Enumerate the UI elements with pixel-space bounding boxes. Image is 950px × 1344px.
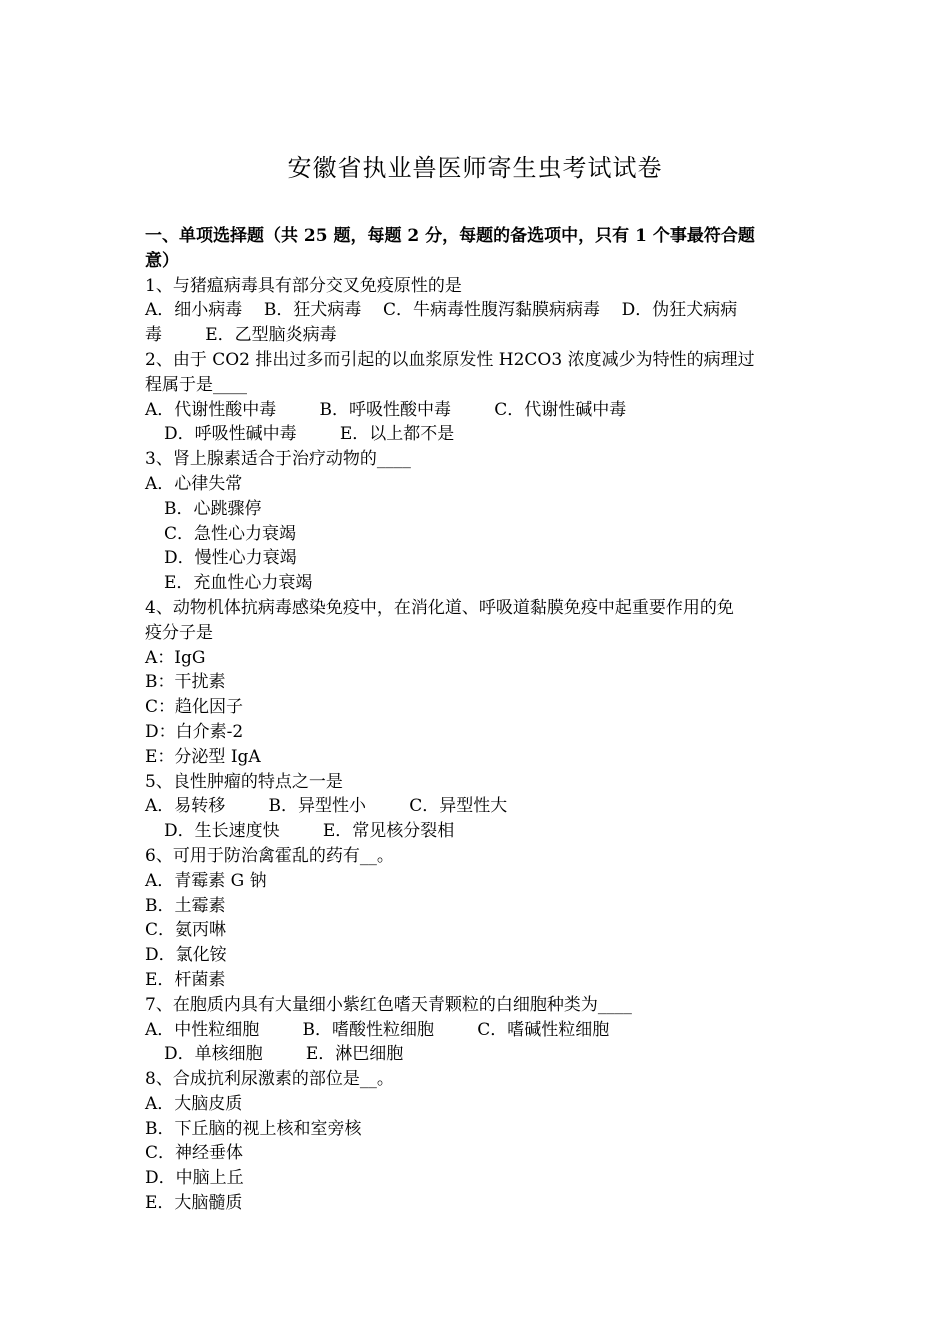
question-6 xyxy=(145,844,810,993)
option-e: E：分泌型 IgA xyxy=(145,746,261,767)
question-text: 4、动物机体抗病毒感染免疫中，在消化道、呼吸道黏膜免疫中起重要作用的免 xyxy=(145,597,734,618)
question-5 xyxy=(145,770,810,844)
option-d: D．中脑上丘 xyxy=(145,1168,244,1189)
option-e: E．杆菌素 xyxy=(145,969,226,990)
question-text: 7、在胞质内具有大量细小紫红色嗜天青颗粒的白细胞种类为____ xyxy=(145,994,632,1015)
page-title: 安徽省执业兽医师寄生虫考试试卷 xyxy=(287,154,663,182)
question-options-continued: D．生长速度快 E．常见核分裂相 xyxy=(164,821,455,842)
option-c: C．急性心力衰竭 xyxy=(164,523,297,544)
option-d: D．氯化铵 xyxy=(145,945,227,966)
question-text-continued: 程属于是____ xyxy=(145,374,247,395)
question-text: 5、良性肿瘤的特点之一是 xyxy=(145,771,343,792)
question-1 xyxy=(145,274,810,348)
option-d: D：白介素-2 xyxy=(145,721,244,742)
question-options-continued: D．呼吸性碱中毒 E．以上都不是 xyxy=(164,424,455,445)
section-heading-continued: 意） xyxy=(145,250,179,271)
option-a: A．大脑皮质 xyxy=(145,1093,243,1114)
question-options: A．细小病毒 B．狂犬病毒 C．牛病毒性腹泻黏膜病病毒 D．伪狂犬病病 xyxy=(145,300,738,321)
question-7 xyxy=(145,993,810,1067)
option-c: C．氨丙啉 xyxy=(145,920,227,941)
option-c: C．神经垂体 xyxy=(145,1143,244,1164)
option-a: A．青霉素 G 钠 xyxy=(145,870,267,891)
document-body xyxy=(145,224,810,1216)
option-b: B：干扰素 xyxy=(145,672,226,693)
option-d: D．慢性心力衰竭 xyxy=(164,548,297,569)
question-options: A．中性粒细胞 B．嗜酸性粒细胞 C．嗜碱性粒细胞 xyxy=(145,1019,610,1040)
question-3 xyxy=(145,447,810,596)
question-text: 6、可用于防治禽霍乱的药有__。 xyxy=(145,845,394,866)
question-8 xyxy=(145,1067,810,1216)
question-options-continued: D．单核细胞 E．淋巴细胞 xyxy=(164,1044,404,1065)
question-options-continued: 毒 E．乙型脑炎病毒 xyxy=(145,325,337,346)
question-2 xyxy=(145,348,810,447)
option-e: E．大脑髓质 xyxy=(145,1193,243,1214)
question-4 xyxy=(145,596,810,770)
question-options: A．易转移 B．异型性小 C．异型性大 xyxy=(145,796,508,817)
question-text: 2、由于 CO2 排出过多而引起的以血浆原发性 H2CO3 浓度减少为特性的病理过 xyxy=(145,349,755,370)
question-text-continued: 疫分子是 xyxy=(145,622,213,643)
question-text: 3、肾上腺素适合于治疗动物的____ xyxy=(145,449,411,470)
option-b: B．土霉素 xyxy=(145,895,226,916)
option-b: B．心跳骤停 xyxy=(164,498,262,519)
section-heading: 一、单项选择题（共 25 题，每题 2 分，每题的备选项中，只有 1 个事最符合题 xyxy=(145,226,755,246)
option-a: A：IgG xyxy=(145,647,206,668)
question-text: 8、合成抗利尿激素的部位是__。 xyxy=(145,1069,394,1090)
option-e: E．充血性心力衰竭 xyxy=(164,573,313,594)
option-b: B．下丘脑的视上核和室旁核 xyxy=(145,1118,362,1139)
question-text: 1、与猪瘟病毒具有部分交叉免疫原性的是 xyxy=(145,275,462,296)
option-a: A．心律失常 xyxy=(145,473,243,494)
question-options: A．代谢性酸中毒 B．呼吸性酸中毒 C．代谢性碱中毒 xyxy=(145,399,627,420)
option-c: C：趋化因子 xyxy=(145,697,244,718)
